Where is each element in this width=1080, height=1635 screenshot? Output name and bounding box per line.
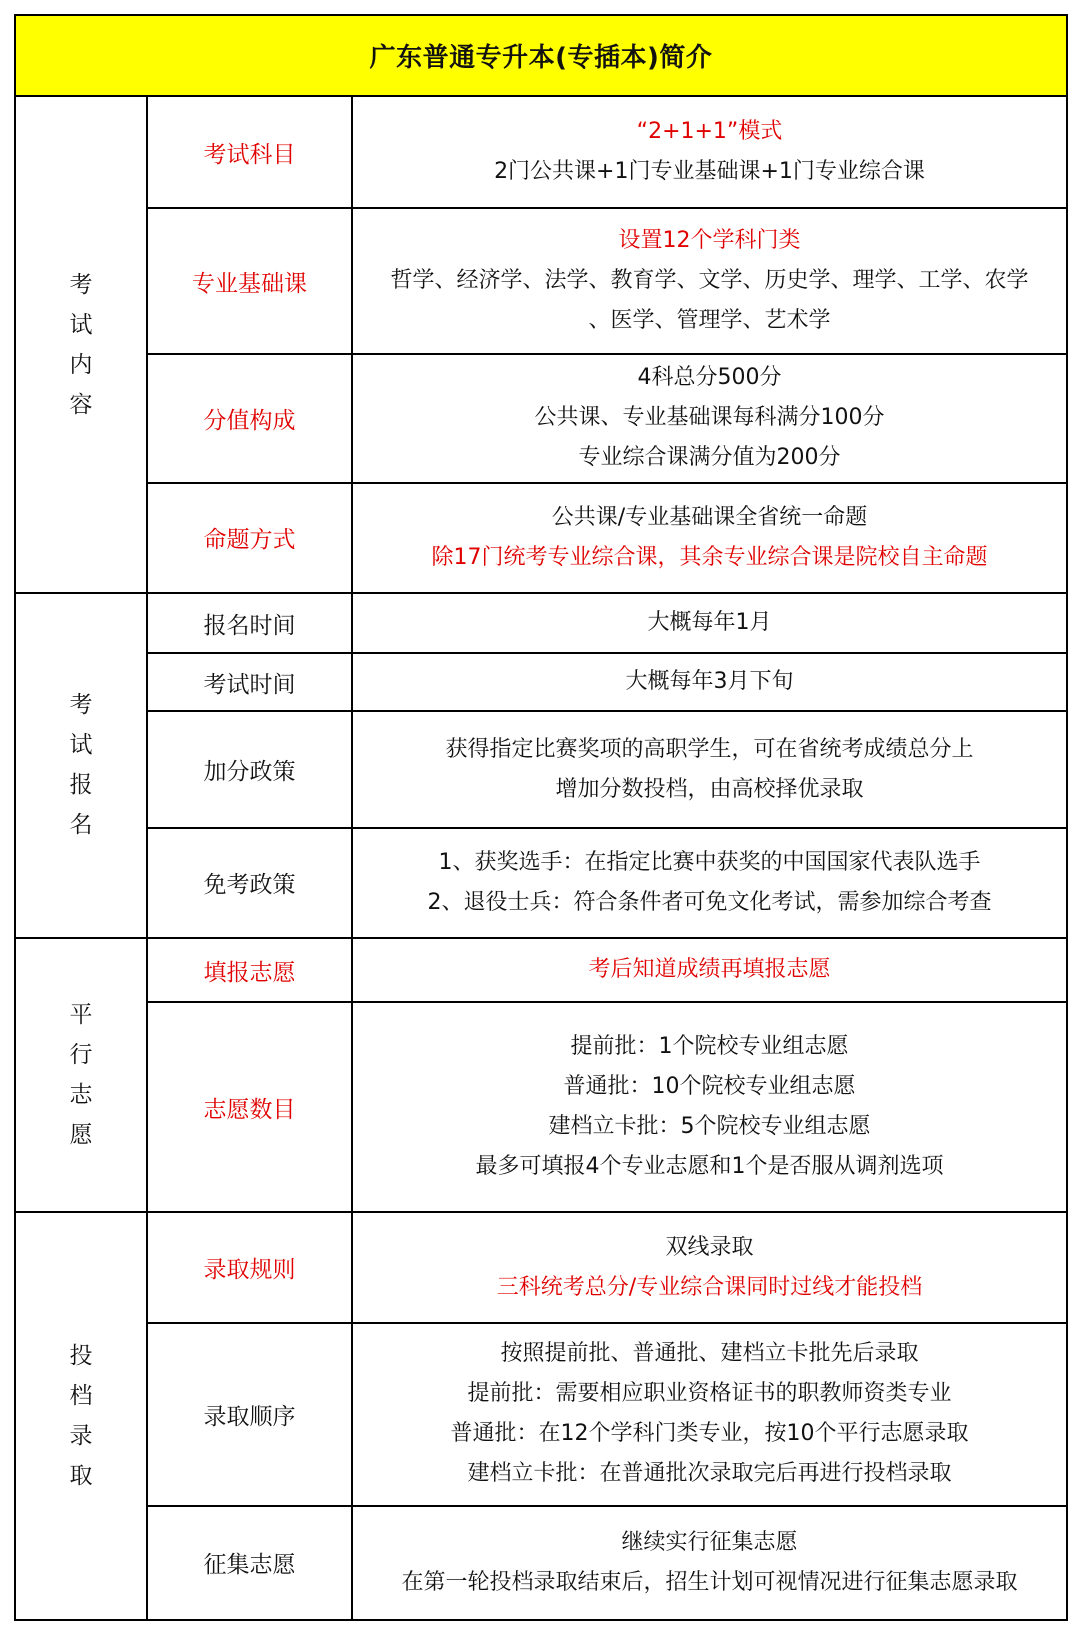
content-line: 除17门统考专业综合课，其余专业综合课是院校自主命题 — [431, 544, 988, 570]
content-line: 设置12个学科门类 — [618, 228, 801, 254]
intro-table — [14, 14, 1068, 1621]
row-content — [352, 593, 1067, 653]
title-row — [15, 15, 1067, 96]
section-label-char: 志 — [69, 1082, 93, 1109]
table-row — [15, 653, 1067, 711]
table-row — [15, 828, 1067, 938]
content-line: 、医学、管理学、艺术学 — [588, 308, 831, 334]
content-line: 在第一轮投档录取结束后，招生计划可视情况进行征集志愿录取 — [401, 1569, 1018, 1595]
row-label: 填报志愿 — [147, 938, 352, 1002]
section-label-char: 考 — [69, 271, 93, 298]
table-row — [15, 1212, 1067, 1322]
content-line: 4科总分500分 — [637, 365, 782, 391]
table-row — [15, 1506, 1067, 1620]
row-content — [352, 354, 1067, 483]
table-title: 广东普通专升本(专插本)简介 — [15, 15, 1067, 96]
row-content — [352, 653, 1067, 711]
row-content — [352, 483, 1067, 593]
content-line: 1、获奖选手：在指定比赛中获奖的中国国家代表队选手 — [438, 849, 981, 875]
section-label — [15, 1212, 147, 1620]
content-line: 专业综合课满分值为200分 — [578, 445, 841, 471]
row-content — [352, 828, 1067, 938]
section-label-char: 档 — [69, 1383, 93, 1410]
content-line: 2门公共课+1门专业基础课+1门专业综合课 — [494, 159, 925, 185]
row-content — [352, 1212, 1067, 1322]
table-row — [15, 208, 1067, 354]
section-label — [15, 593, 147, 938]
row-content — [352, 1506, 1067, 1620]
row-label: 免考政策 — [147, 828, 352, 938]
row-label: 录取规则 — [147, 1212, 352, 1322]
row-label: 报名时间 — [147, 593, 352, 653]
row-content — [352, 208, 1067, 354]
row-label: 考试科目 — [147, 96, 352, 208]
section-label-char: 名 — [69, 812, 93, 839]
table-row — [15, 938, 1067, 1002]
section-label-char: 投 — [69, 1343, 93, 1370]
table-row — [15, 96, 1067, 208]
section-label-char: 录 — [69, 1423, 93, 1450]
table-row — [15, 354, 1067, 483]
content-line: 提前批：1个院校专业组志愿 — [570, 1034, 849, 1060]
section-label-char: 内 — [69, 351, 93, 378]
row-label: 专业基础课 — [147, 208, 352, 354]
content-line: 考后知道成绩再填报志愿 — [588, 957, 831, 983]
row-label: 征集志愿 — [147, 1506, 352, 1620]
row-label: 分值构成 — [147, 354, 352, 483]
content-line: 三科统考总分/专业综合课同时过线才能投档 — [496, 1274, 923, 1300]
content-line: 建档立卡批：5个院校专业组志愿 — [548, 1114, 871, 1140]
table-row — [15, 483, 1067, 593]
content-line: 大概每年1月 — [647, 610, 772, 636]
content-line: 增加分数投档，由高校择优录取 — [555, 776, 864, 802]
content-line: 大概每年3月下旬 — [625, 669, 794, 695]
content-line: 公共课、专业基础课每科满分100分 — [534, 405, 885, 431]
section-label-char: 试 — [69, 311, 93, 338]
section-label-char: 行 — [69, 1042, 93, 1069]
row-content — [352, 96, 1067, 208]
section-label — [15, 938, 147, 1212]
table-row — [15, 1002, 1067, 1212]
section-label-char: 考 — [69, 692, 93, 719]
content-line: 哲学、经济学、法学、教育学、文学、历史学、理学、工学、农学 — [390, 268, 1029, 294]
row-content — [352, 938, 1067, 1002]
section-label-char: 试 — [69, 732, 93, 759]
table-row — [15, 593, 1067, 653]
content-line: 获得指定比赛奖项的高职学生，可在省统考成绩总分上 — [445, 736, 974, 762]
section-label-char: 愿 — [69, 1122, 93, 1149]
intro-table-body — [15, 15, 1067, 1620]
row-label: 志愿数目 — [147, 1002, 352, 1212]
row-label: 加分政策 — [147, 711, 352, 827]
section-label — [15, 96, 147, 593]
row-content — [352, 1323, 1067, 1506]
content-line: 2、退役士兵：符合条件者可免文化考试，需参加综合考查 — [427, 889, 992, 915]
content-line: 继续实行征集志愿 — [621, 1529, 798, 1555]
content-line: 普通批：在12个学科门类专业，按10个平行志愿录取 — [450, 1421, 969, 1447]
content-line: 建档立卡批：在普通批次录取完后再进行投档录取 — [467, 1461, 952, 1487]
row-content — [352, 711, 1067, 827]
row-content — [352, 1002, 1067, 1212]
content-line: 普通批：10个院校专业组志愿 — [563, 1074, 856, 1100]
row-label: 录取顺序 — [147, 1323, 352, 1506]
content-line: 最多可填报4个专业志愿和1个是否服从调剂选项 — [475, 1154, 944, 1180]
section-label-char: 平 — [69, 1002, 93, 1029]
section-label-char: 容 — [69, 391, 93, 418]
row-label: 考试时间 — [147, 653, 352, 711]
section-label-char: 报 — [69, 772, 93, 799]
content-line: 双线录取 — [665, 1234, 754, 1260]
section-label-char: 取 — [69, 1463, 93, 1490]
content-line: 公共课/专业基础课全省统一命题 — [551, 504, 868, 530]
row-label: 命题方式 — [147, 483, 352, 593]
content-line: 按照提前批、普通批、建档立卡批先后录取 — [500, 1341, 919, 1367]
table-row — [15, 711, 1067, 827]
table-row — [15, 1323, 1067, 1506]
content-line: 提前批：需要相应职业资格证书的职教师资类专业 — [467, 1381, 952, 1407]
content-line: “2+1+1”模式 — [636, 119, 783, 145]
